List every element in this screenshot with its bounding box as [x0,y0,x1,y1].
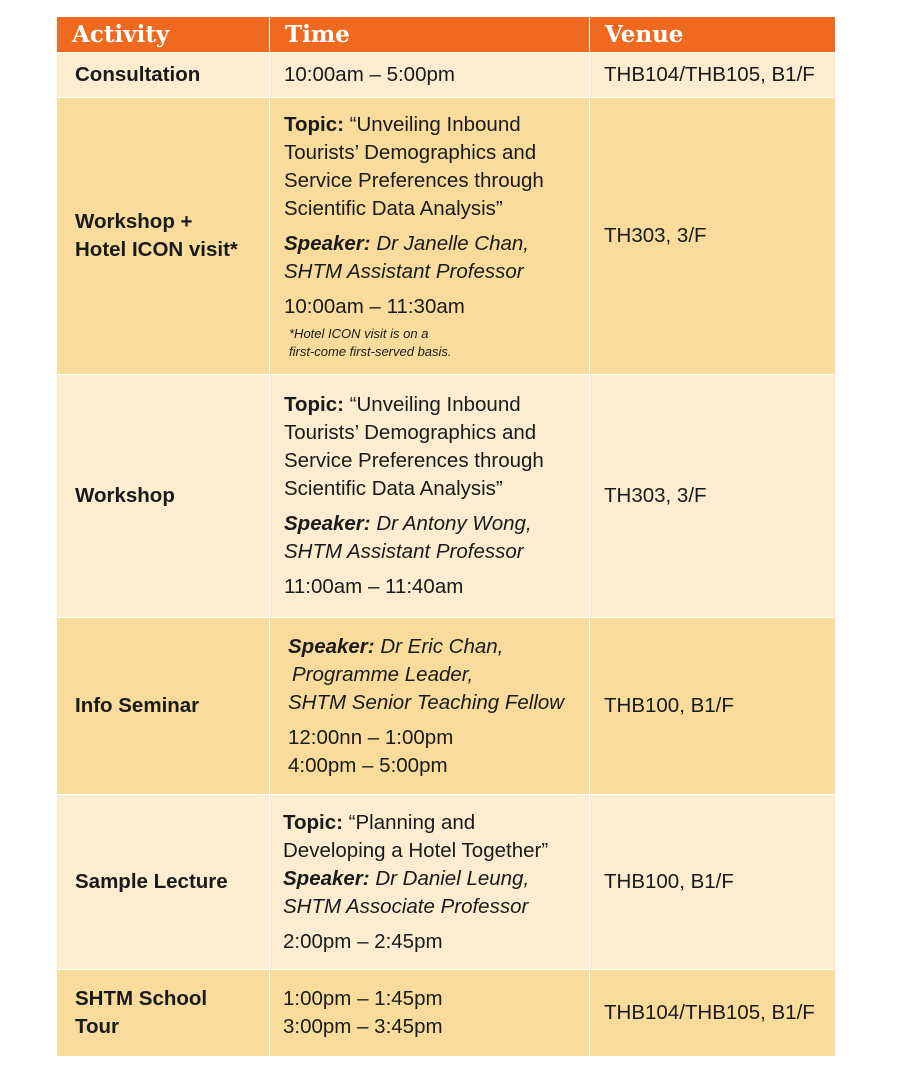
header-activity: Activity [57,17,269,52]
venue-info-seminar: THB100, B1/F [590,618,835,794]
speaker-name: Dr Daniel Leung, [375,866,530,890]
speaker-line: SHTM Senior Teaching Fellow [288,690,565,714]
time-workshop [270,375,589,617]
topic-line: Scientific Data Analysis” [284,477,503,500]
topic-text: “Unveiling Inbound [349,113,521,136]
time-info-seminar [270,618,589,794]
activity-workshop-hotel-icon [57,98,269,374]
topic-line [284,391,575,419]
time-value: 2:00pm – 2:45pm [283,929,443,953]
time-value: 12:00nn – 1:00pm [288,725,454,749]
header-time: Time [270,17,589,52]
topic-line [284,111,575,139]
activity-workshop: Workshop [57,375,269,617]
header-venue: Venue [590,17,835,52]
time-value: 10:00am – 11:30am [284,295,465,318]
schedule-table [57,17,835,1056]
speaker-line: Programme Leader, [292,662,474,686]
topic-line: Service Preferences through [284,449,544,472]
topic-text: “Unveiling Inbound [349,393,521,416]
venue-workshop-hotel-icon: TH303, 3/F [590,98,835,374]
time-value: 4:00pm – 5:00pm [288,753,448,777]
speaker-line [284,510,575,538]
speaker-line [283,865,575,893]
activity-info-seminar: Info Seminar [57,618,269,794]
topic-label: Topic: [283,810,343,834]
speaker-name: Dr Eric Chan, [380,634,504,658]
time-sample-lecture [270,795,589,969]
topic-line: Tourists’ Demographics and [284,421,537,444]
time-value: 10:00am – 5:00pm [284,63,455,86]
topic-line: Service Preferences through [284,169,544,192]
topic-line: Tourists’ Demographics and [284,141,537,164]
topic-line: Developing a Hotel Together” [283,838,549,862]
speaker-label: Speaker: [284,232,371,255]
time-school-tour [270,970,589,1056]
topic-line: Scientific Data Analysis” [284,197,503,220]
speaker-line [288,633,575,661]
activity-consultation: Consultation [57,53,269,97]
topic-text: “Planning and [348,810,476,834]
time-value: 11:00am – 11:40am [284,575,464,598]
speaker-label: Speaker: [283,866,370,890]
venue-workshop: TH303, 3/F [590,375,835,617]
speaker-name: Dr Antony Wong, [376,512,532,535]
topic-label: Topic: [284,393,344,416]
topic-label: Topic: [284,113,344,136]
speaker-line: SHTM Assistant Professor [284,540,524,563]
venue-consultation: THB104/THB105, B1/F [590,53,835,97]
time-workshop-hotel-icon [270,98,589,374]
venue-school-tour: THB104/THB105, B1/F [590,970,835,1056]
speaker-label: Speaker: [284,512,371,535]
topic-line [283,809,575,837]
activity-line: Hotel ICON visit* [75,238,238,261]
speaker-line: SHTM Assistant Professor [284,260,524,283]
time-value: 3:00pm – 3:45pm [283,1015,443,1038]
time-consultation [270,53,589,97]
speaker-line [284,230,575,258]
venue-sample-lecture: THB100, B1/F [590,795,835,969]
note-line: *Hotel ICON visit is on a [289,326,429,341]
activity-school-tour: SHTM School Tour [57,970,269,1056]
speaker-label: Speaker: [288,634,375,658]
note-line: first-come first-served basis. [289,344,452,359]
speaker-name: Dr Janelle Chan, [376,232,530,255]
activity-sample-lecture: Sample Lecture [57,795,269,969]
speaker-line: SHTM Associate Professor [283,894,529,918]
activity-line: Workshop + [75,210,193,233]
time-value: 1:00pm – 1:45pm [283,987,443,1010]
